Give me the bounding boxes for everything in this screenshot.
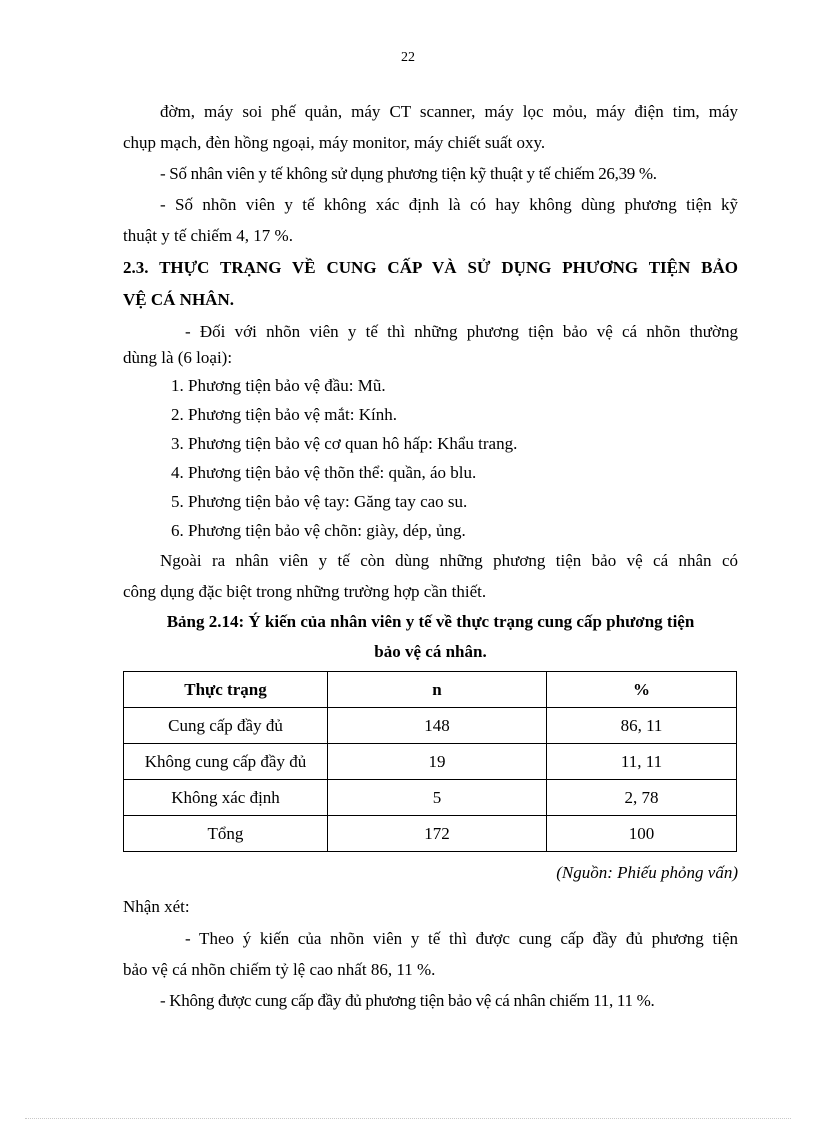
equipment-list: [123, 371, 738, 545]
table-row: [124, 708, 737, 744]
table-cell: Không xác định: [124, 780, 328, 816]
paragraph-line: thuật y tế chiếm 4, 17 %.: [123, 226, 293, 245]
data-table: [123, 671, 737, 852]
table-row: [124, 816, 737, 852]
paragraph-line: - Theo ý kiến của nhõn viên y tế thì được cung cấp đầy đủ phương tiện: [185, 929, 738, 948]
list-item: 6. Phương tiện bảo vệ chõn: giày, dép, ủng.: [171, 521, 466, 540]
table-cell: 5: [328, 780, 547, 816]
paragraph-line: đờm, máy soi phế quản, máy CT scanner, máy lọc mỏu, máy điện tim, máy: [160, 102, 738, 121]
table-header-cell: Thực trạng: [124, 672, 328, 708]
paragraph-line: bảo vệ cá nhõn chiếm tỷ lệ cao nhất 86, 11 %.: [123, 960, 436, 979]
table-cell: Tổng: [124, 816, 328, 852]
table-row: [124, 780, 737, 816]
table-cell: 172: [328, 816, 547, 852]
table-row: [124, 744, 737, 780]
list-item: 1. Phương tiện bảo vệ đầu: Mũ.: [171, 376, 386, 395]
paragraph-line: dùng là (6 loại):: [123, 348, 233, 367]
page-bottom-divider: [25, 1118, 791, 1119]
table-cell: Không cung cấp đầy đủ: [124, 744, 328, 780]
table-header-row: [124, 672, 737, 708]
table-caption: Bảng 2.14: Ý kiến của nhân viên y tế về thực trạng cung cấp phương tiện: [166, 612, 695, 631]
paragraph-line: - Không được cung cấp đầy đủ phương tiện bảo vệ cá nhân chiếm 11, 11 %.: [160, 991, 655, 1010]
remarks-label: Nhận xét:: [123, 897, 190, 916]
table-cell: 100: [547, 816, 737, 852]
table-cell: 86, 11: [547, 708, 737, 744]
paragraph-line: Ngoài ra nhân viên y tế còn dùng những phương tiện bảo vệ cá nhân có: [160, 551, 738, 570]
document-body: [123, 96, 738, 1016]
section-heading: VỆ CÁ NHÂN.: [123, 290, 234, 309]
table-cell: Cung cấp đầy đủ: [124, 708, 328, 744]
list-item: 2. Phương tiện bảo vệ mắt: Kính.: [171, 405, 397, 424]
table-header-cell: %: [547, 672, 737, 708]
table-caption: bảo vệ cá nhân.: [374, 642, 487, 661]
table-cell: 11, 11: [547, 744, 737, 780]
table-source: (Nguồn: Phiếu phỏng vấn): [556, 863, 738, 882]
table-cell: 19: [328, 744, 547, 780]
list-item: 5. Phương tiện bảo vệ tay: Găng tay cao su.: [171, 492, 468, 511]
table-cell: 148: [328, 708, 547, 744]
paragraph-line: chụp mạch, đèn hồng ngoại, máy monitor, máy chiết suất oxy.: [123, 133, 546, 152]
page-number: 22: [401, 50, 415, 65]
table-header-cell: n: [328, 672, 547, 708]
list-item: 3. Phương tiện bảo vệ cơ quan hô hấp: Khẩu trang.: [171, 434, 518, 453]
paragraph-line: - Số nhân viên y tế không sử dụng phương tiện kỹ thuật y tế chiếm 26,39 %.: [160, 164, 657, 183]
table-cell: 2, 78: [547, 780, 737, 816]
paragraph-line: - Số nhõn viên y tế không xác định là có hay không dùng phương tiện kỹ: [160, 195, 738, 214]
list-item: 4. Phương tiện bảo vệ thõn thể: quần, áo blu.: [171, 463, 477, 482]
section-heading: 2.3. THỰC TRẠNG VỀ CUNG CẤP VÀ SỬ DỤNG PHƯƠNG TIỆN BẢO: [123, 258, 738, 277]
paragraph-line: - Đối với nhõn viên y tế thì những phương tiện bảo vệ cá nhõn thường: [185, 322, 738, 341]
paragraph-line: công dụng đặc biệt trong những trường hợp cần thiết.: [123, 582, 487, 601]
